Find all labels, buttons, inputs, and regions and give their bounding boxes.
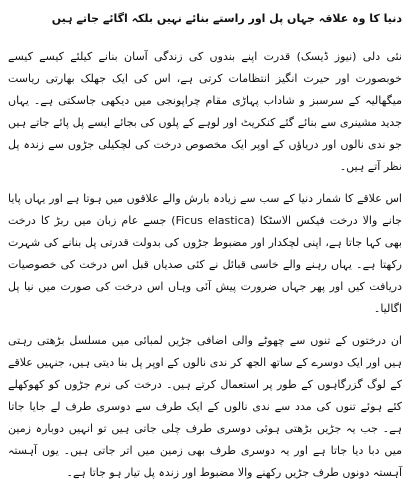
article-paragraph-3: ان درختوں کے تنوں سے چھوٹے والی اضافی جڑیں لمبائی میں مسلسل بڑھتی رہتی ہیں اور ایک دوسرے کے ساتھ الجھ کر ندی نالوں کے اوپر پل بنا دیتی ہیں، جنہیں علاقے کے لوگ گزرگاہوں کے طور پر استعمال کرتے ہیں۔ درخت کی نرم جڑوں کو کھوکھلے کئے ہوئے تنوں کی مدد سے ندی نالوں کے ایک طرف سے دوسری طرف لے جایا جاتا ہے۔ جب یہ جڑیں بڑھتی ہوئی دوسری طرف چلی جاتی ہیں تو انہیں دوبارہ زمین میں دبا دیا جاتا ہے اور یہ دوسری طرف بھی زمین میں اتر جاتی ہیں۔ یوں آہستہ آہستہ دونوں طرف جڑیں رکھنے والا مضبوط اور زندہ پل تیار ہو جاتا ہے۔ (8, 334, 402, 479)
article-paragraph-1: نئی دلی (نیوز ڈیسک) قدرت اپنے بندوں کی زندگی آسان بنانے کیلئے کیسے کیسے خوبصورت اور حیرت انگیز انتظامات کرتی ہے، اس کی ایک جھلک بھارتی ریاست میگھالیہ کے سرسبز و شاداب پہاڑی مقام چراپونجی میں دیکھی جاسکتی ہے۔ یہاں جدید مشینری سے بنائے گئے کنکریٹ اور لوہے کے پلوں کی بجائے ایسے پل پائے جاتے ہیں جو ندی نالوں اور دریاؤں کے اوپر ایک مخصوص درخت کی لچکیلی جڑوں سے زندہ پل نظر آتے ہیں۔ (8, 50, 402, 173)
news-article (8, 8, 402, 479)
article-title: دنیا کا وہ علاقہ جہاں پل اور راستے بنائے نہیں بلکہ اگائے جاتے ہیں (51, 12, 402, 25)
article-paragraph-2: اس علاقے کا شمار دنیا کے سب سے زیادہ بارش والے علاقوں میں ہوتا ہے اور یہاں پایا جانے والا درخت فیکس الاسٹکا (Ficus elastica) جسے عام زبان میں ربڑ کا درخت بھی کہا جاتا ہے، اپنی لچکدار اور مضبوط جڑوں کی بدولت قدرتی پل بنانے کی شہرت رکھتا ہے۔ یہاں رہنے والے خاسی قبائل نے کئی صدیاں قبل اس درخت کی خصوصیات دریافت کیں اور پھر جہاں ضرورت پیش آئی وہاں اس درخت کی صورت میں نیا پل اگالیا۔ (8, 192, 402, 315)
